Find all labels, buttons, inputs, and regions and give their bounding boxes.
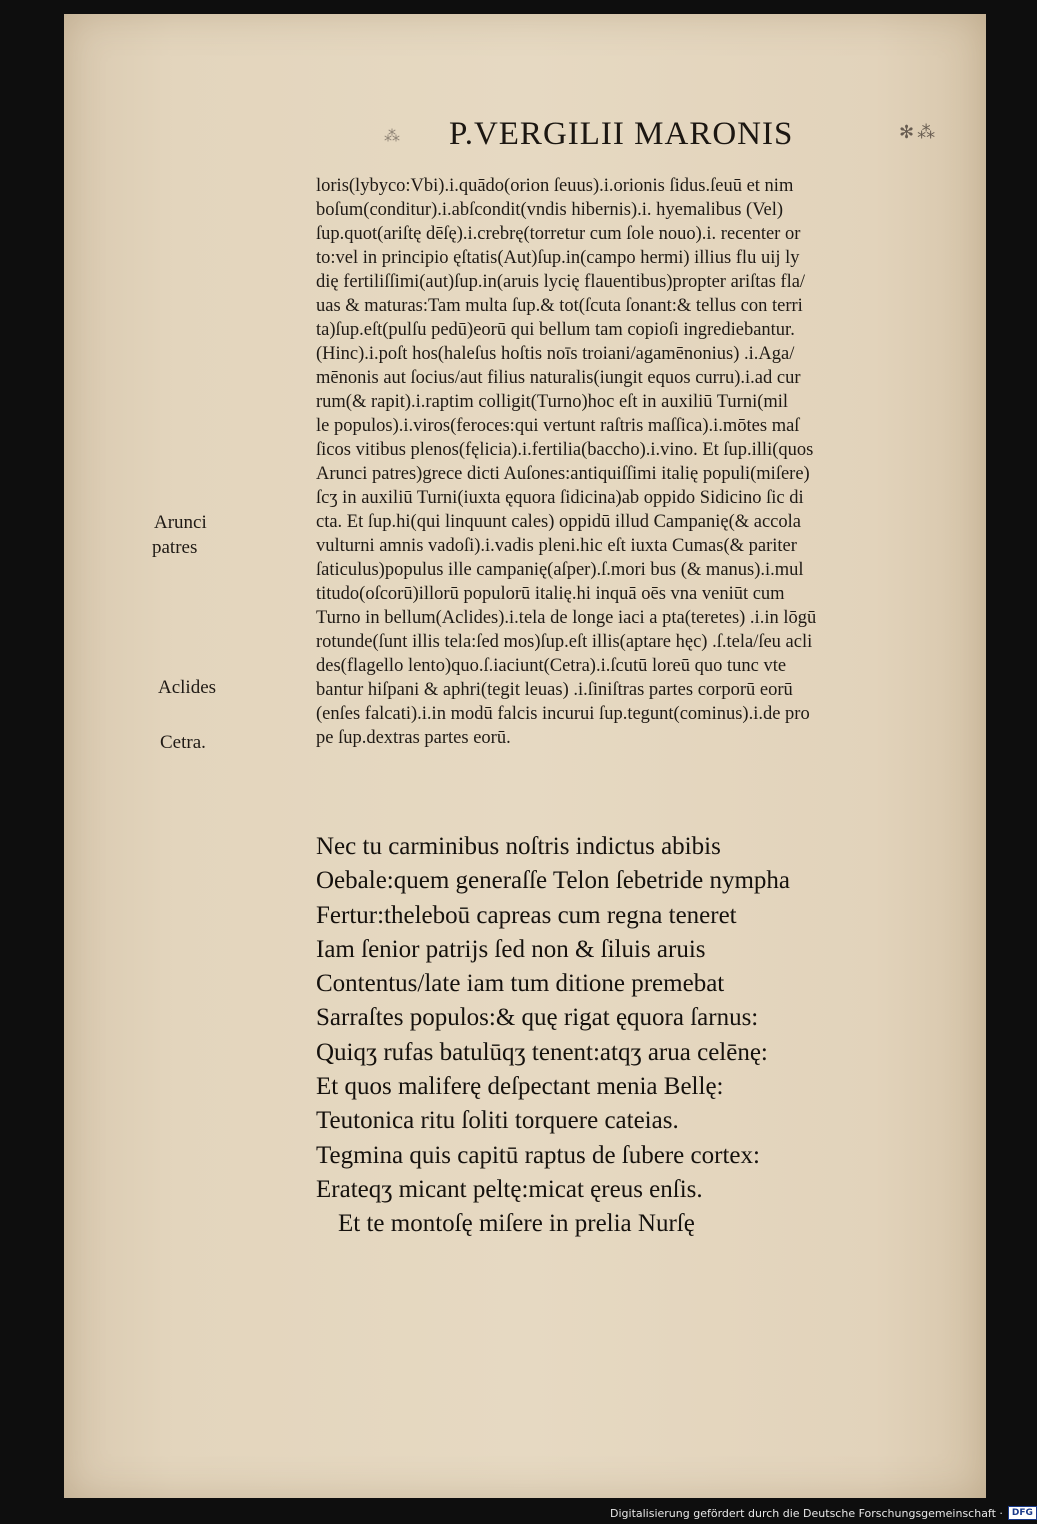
verse-line: Erateqʒ micant peltę:micat ęreus enſis. xyxy=(316,1175,703,1203)
commentary-block xyxy=(316,174,1026,750)
commentary-line: dię fertiliſſimi(aut)ſup.in(aruis lycię flauentibus)propter ariſtas fla/ xyxy=(316,272,806,292)
commentary-line: ſcʒ in auxiliū Turni(iuxta ęquora ſidicina)ab oppido Sidicino ſic di xyxy=(316,488,804,508)
verse-line: Nec tu carminibus noſtris indictus abibis xyxy=(316,833,721,860)
commentary-line: rotunde(ſunt illis tela:ſed mos)ſup.eſt illis(aptare hęc) .ſ.tela/ſeu acli xyxy=(316,632,813,652)
commentary-line: ſup.quot(ariſtę dēſę).i.crebrę(torretur cum ſole nouo).i. recenter or xyxy=(316,224,801,244)
header-ornament-right: ✻⁂ xyxy=(899,122,939,142)
commentary-line: cta. Et ſup.hi(qui linquunt cales) oppidū illud Campanię(& accola xyxy=(316,512,801,532)
commentary-line: loris(lybyco:Vbi).i.quādo(orion ſeuus).i.orionis ſidus.ſeuū et nim xyxy=(316,176,794,196)
verse-line: Et te montoſę miſere in prelia Nurſę xyxy=(338,1210,695,1238)
credit-text: Digitalisierung gefördert durch die Deutsche Forschungsgemeinschaft · xyxy=(610,1506,1003,1520)
verse-line: Iam ſenior patrijs ſed non & ſiluis aruis xyxy=(316,935,706,963)
digitization-credit xyxy=(610,1506,1037,1520)
commentary-line: ſicos vitibus plenos(fęlicia).i.fertilia(baccho).i.vino. Et ſup.illi(quos xyxy=(316,440,814,460)
verse-line: Tegmina quis capitū raptus de ſubere cortex: xyxy=(316,1141,760,1169)
commentary-line: (enſes falcati).i.in modū falcis incurui ſup.tegunt(cominus).i.de pro xyxy=(316,704,810,724)
commentary-line: uas & maturas:Tam multa ſup.& tot(ſcuta ſonant:& tellus con terri xyxy=(316,296,803,316)
page-title: P.VERGILII MARONIS xyxy=(449,116,794,152)
commentary-line: pe ſup.dextras partes eorū. xyxy=(316,728,511,748)
commentary-line: ta)ſup.eſt(pulſu pedū)eorū qui bellum tam copioſi ingrediebantur. xyxy=(316,320,795,340)
commentary-line: titudo(oſcorū)illorū populorū italię.hi inquā oēs vna veniūt cum xyxy=(316,584,785,604)
commentary-line: Arunci patres)grece dicti Auſones:antiquiſſimi italię populi(miſere) xyxy=(316,464,810,484)
verse-line: Fertur:theleboū capreas cum regna teneret xyxy=(316,901,737,929)
commentary-line: ſaticulus)populus ille campanię(aſper).ſ.mori bus (& manus).i.mul xyxy=(316,560,804,580)
commentary-line: des(flagello lento)quo.ſ.iaciunt(Cetra).i.ſcutū loreū quo tunc vte xyxy=(316,656,787,676)
verse-line: Sarraſtes populos:& quę rigat ęquora ſarnus: xyxy=(316,1004,759,1032)
margin-gloss-cetra: Cetra. xyxy=(160,732,206,753)
commentary-line: boſum(conditur).i.abſcondit(vndis hibernis).i. hyemalibus (Vel) xyxy=(316,200,784,220)
margin-gloss-arunci: Arunci xyxy=(154,512,207,533)
header-ornament-left: ⁂ xyxy=(384,128,406,145)
margin-gloss-patres: patres xyxy=(152,537,198,558)
commentary-line: rum(& rapit).i.raptim colligit(Turno)hoc eſt in auxiliū Turni(mil xyxy=(316,392,789,412)
commentary-line: le populos).i.viros(feroces:qui vertunt raſtris maſſica).i.mōtes maſ xyxy=(316,416,800,436)
verse-line: Quiqʒ rufas batulūqʒ tenent:atqʒ arua celēnę: xyxy=(316,1038,768,1066)
book-page xyxy=(64,14,986,1498)
verse-line: Et quos maliferę deſpectant menia Bellę: xyxy=(316,1073,724,1101)
verse-line: Teutonica ritu ſoliti torquere cateias. xyxy=(316,1107,679,1135)
dfg-logo: DFG xyxy=(1008,1506,1037,1520)
verse-line: Contentus/late iam tum ditione premebat xyxy=(316,970,725,998)
commentary-line: vulturni amnis vadoſi).i.vadis pleni.hic eſt iuxta Cumas(& pariter xyxy=(316,536,797,556)
commentary-line: bantur hiſpani & aphri(tegit leuas) .i.ſiniſtras partes corporū eorū xyxy=(316,680,793,700)
commentary-line: (Hinc).i.poſt hos(haleſus hoſtis noīs troiani/agamēnonius) .i.Aga/ xyxy=(316,344,795,364)
commentary-line: mēnonis aut ſocius/aut filius naturalis(iungit equos curru).i.ad cur xyxy=(316,368,801,388)
commentary-line: Turno in bellum(Aclides).i.tela de longe iaci a pta(teretes) .i.in lōgū xyxy=(316,608,817,628)
verse-line: Oebale:quem generaſſe Telon ſebetride nympha xyxy=(316,867,790,895)
margin-gloss-aclides: Aclides xyxy=(158,677,217,698)
verse-block xyxy=(316,830,1016,1242)
commentary-line: to:vel in principio ęſtatis(Aut)ſup.in(campo hermi) illius flu uij ly xyxy=(316,248,800,268)
